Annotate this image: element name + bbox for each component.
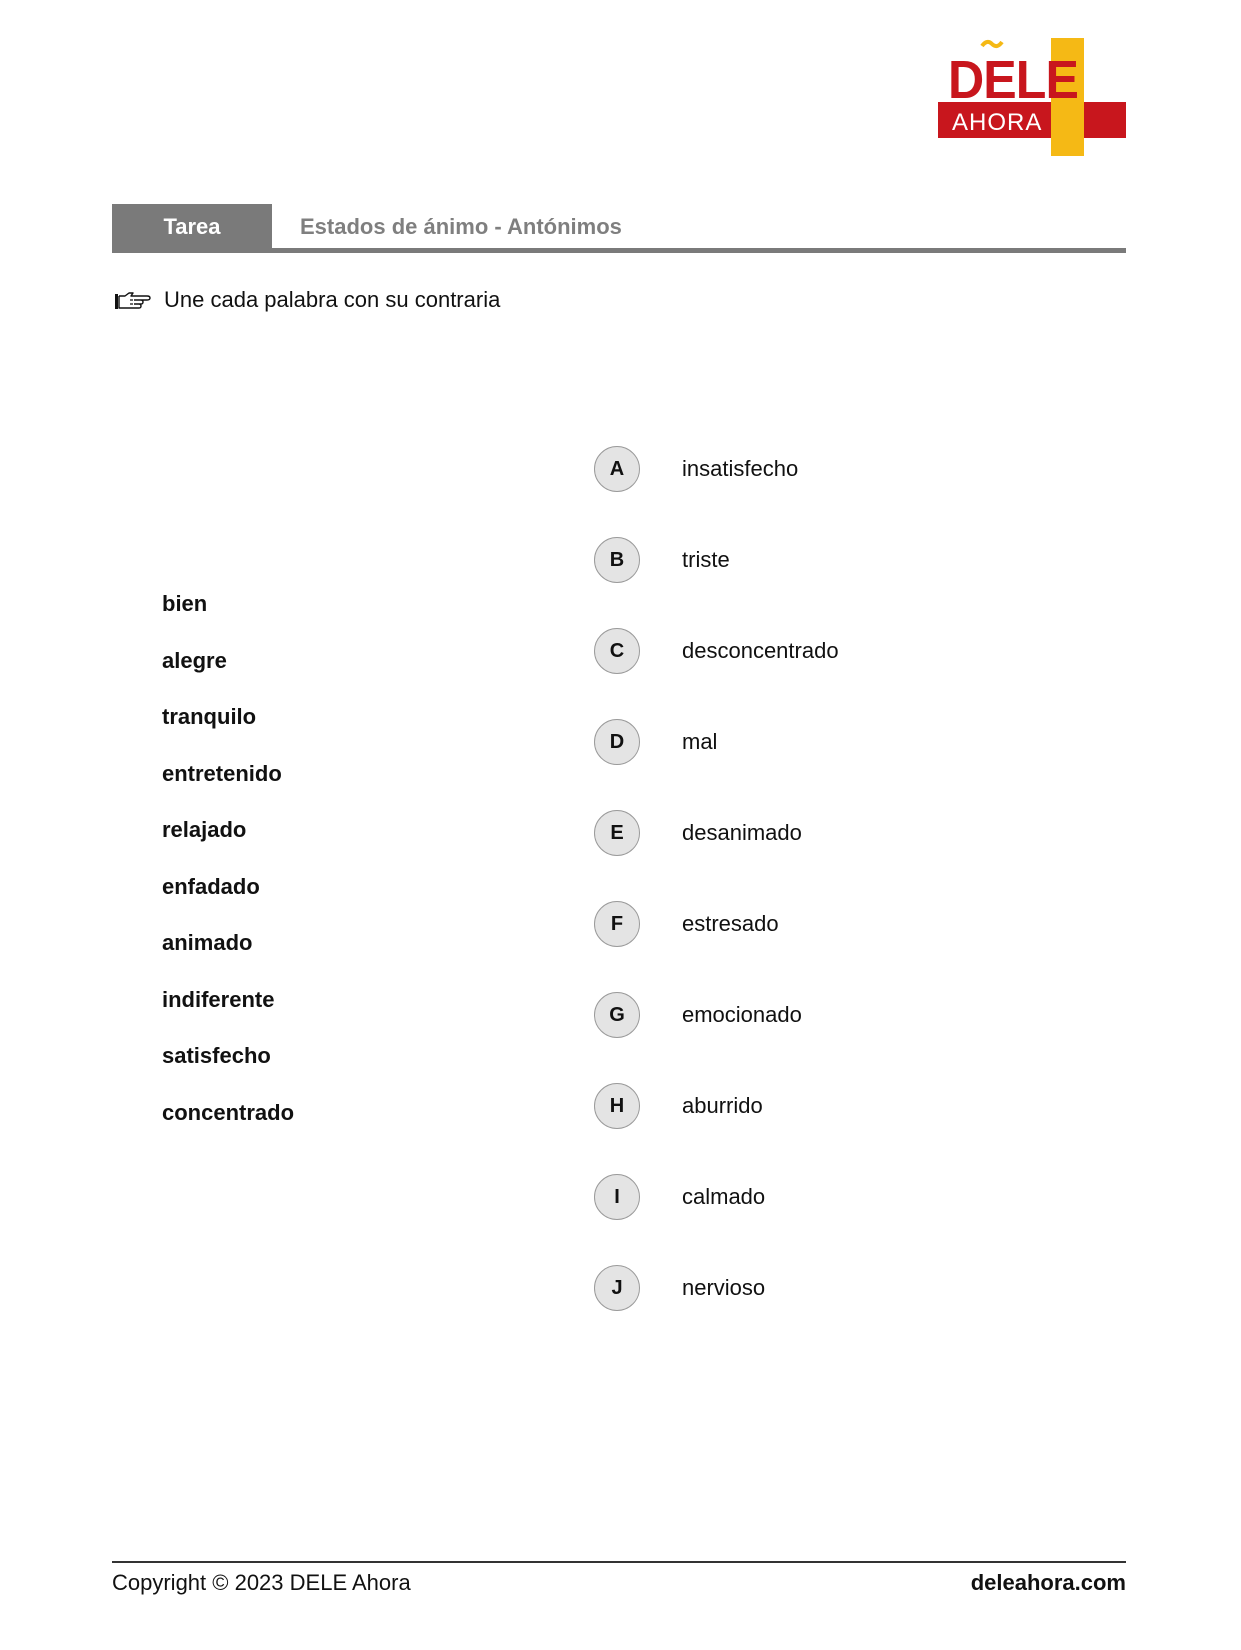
word-item: animado xyxy=(162,930,253,955)
word-item: tranquilo xyxy=(162,704,257,729)
option-text: calmado xyxy=(682,1184,766,1209)
logo-top-text: DELE xyxy=(948,50,1078,110)
task-title: Estados de ánimo - Antónimos xyxy=(300,214,622,239)
option-item xyxy=(594,1265,839,1356)
option-item xyxy=(594,628,839,719)
option-text: triste xyxy=(682,547,730,572)
option-letter-badge: I xyxy=(594,1174,640,1220)
option-text: desconcentrado xyxy=(682,638,839,663)
instruction-text: Une cada palabra con su contraria xyxy=(164,287,501,312)
word-list xyxy=(162,586,294,1151)
option-letter-badge: B xyxy=(594,537,640,583)
logo-graphic xyxy=(938,38,1126,156)
option-item xyxy=(594,446,839,537)
footer-divider xyxy=(112,1561,1126,1563)
option-letter-badge: F xyxy=(594,901,640,947)
word-item: concentrado xyxy=(162,1099,295,1125)
option-text: aburrido xyxy=(682,1093,763,1118)
word-item: satisfecho xyxy=(162,1043,271,1068)
option-letter-badge: E xyxy=(594,810,640,856)
task-header xyxy=(112,204,1126,254)
option-item xyxy=(594,719,839,810)
option-text: emocionado xyxy=(682,1002,802,1027)
word-item: relajado xyxy=(162,817,247,842)
option-item xyxy=(594,1174,839,1265)
word-item: alegre xyxy=(162,647,227,673)
footer-copyright: Copyright © 2023 DELE Ahora xyxy=(112,1570,411,1595)
dele-ahora-logo xyxy=(938,38,1126,156)
word-item: indiferente xyxy=(162,986,275,1012)
task-tag: Tarea xyxy=(112,204,272,250)
option-item xyxy=(594,1083,839,1174)
word-item: bien xyxy=(162,591,208,616)
task-header-rule xyxy=(112,248,1126,253)
option-letter-badge: C xyxy=(594,628,640,674)
option-letter-badge: H xyxy=(594,1083,640,1129)
footer-website-link[interactable]: deleahora.com xyxy=(970,1570,1126,1595)
instruction xyxy=(114,284,500,316)
word-item: entretenido xyxy=(162,760,282,786)
word-item: enfadado xyxy=(162,873,260,899)
option-letter-badge: J xyxy=(594,1265,640,1311)
option-list xyxy=(594,446,839,1356)
option-text: desanimado xyxy=(682,820,802,845)
option-text: nervioso xyxy=(682,1275,766,1300)
option-item xyxy=(594,537,839,628)
option-letter-badge: D xyxy=(594,719,640,765)
pointing-hand-icon xyxy=(114,289,152,311)
option-letter-badge: A xyxy=(594,446,640,492)
option-text: insatisfecho xyxy=(682,456,799,481)
option-item xyxy=(594,810,839,901)
option-item xyxy=(594,992,839,1083)
option-item xyxy=(594,901,839,992)
option-letter-badge: G xyxy=(594,992,640,1038)
option-text: mal xyxy=(682,729,718,754)
option-text: estresado xyxy=(682,911,779,936)
logo-bottom-text: AHORA xyxy=(952,109,1043,136)
